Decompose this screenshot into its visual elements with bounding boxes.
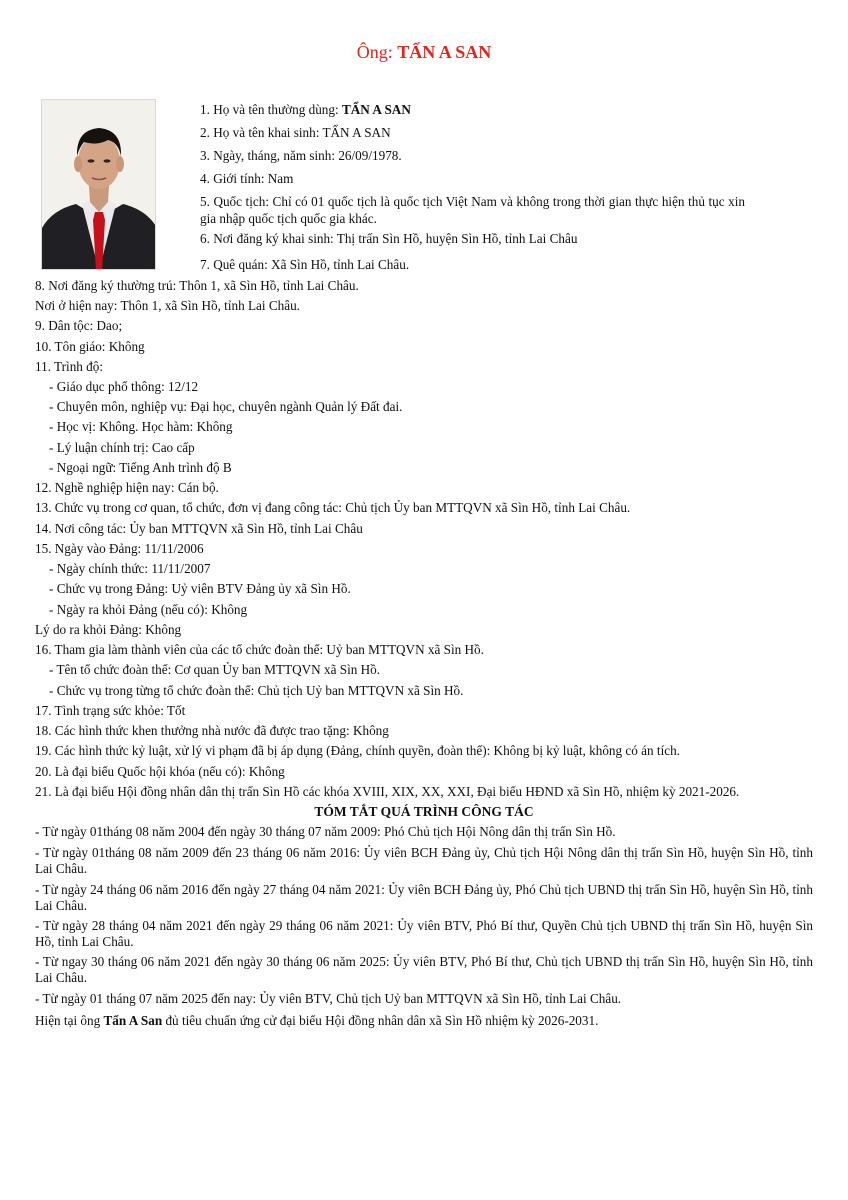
section-heading: TÓM TẮT QUÁ TRÌNH CÔNG TÁC	[314, 804, 534, 819]
body-line: 9. Dân tộc: Dao;	[35, 318, 123, 333]
body-line: 15. Ngày vào Đảng: 11/11/2006	[35, 541, 204, 556]
body-line: 16. Tham gia làm thành viên của các tổ chức đoàn thể: Uỷ ban MTTQVN xã Sìn Hồ.	[35, 642, 484, 657]
career-item: - Từ ngày 01 tháng 07 năm 2025 đến nay: Ủy viên BTV, Chủ tịch Uỷ ban MTTQVN xã Sìn Hồ, tỉnh Lai Châu.	[35, 991, 622, 1006]
info-label: 1. Họ và tên thường dùng:	[200, 102, 342, 117]
info-item-7: 7. Quê quán: Xã Sìn Hồ, tỉnh Lai Châu.	[200, 257, 410, 272]
body-line: 19. Các hình thức kỷ luật, xử lý vi phạm đã bị áp dụng (Đảng, chính quyền, đoàn thể): Không bị kỷ luật, không có án tích.	[35, 743, 680, 758]
body-line: - Lý luận chính trị: Cao cấp	[49, 440, 195, 455]
closing-text: Hiện tại ông	[35, 1013, 104, 1028]
closing-text: đủ tiêu chuẩn ứng cử đại biểu Hội đồng nhân dân xã Sìn Hồ nhiệm kỳ 2026-2031.	[162, 1013, 599, 1028]
body-line: 21. Là đại biểu Hội đồng nhân dân thị trấn Sìn Hồ các khóa XVIII, XIX, XX, XXI, Đại biểu HĐND xã Sìn Hồ, nhiệm kỳ 2021-2026.	[35, 784, 740, 799]
career-item: - Từ ngày 01tháng 08 năm 2004 đến ngày 30 tháng 07 năm 2009: Phó Chủ tịch Hội Nông dân thị trấn Sìn Hồ.	[35, 824, 616, 839]
body-line: - Ngoại ngữ: Tiếng Anh trình độ B	[49, 460, 232, 475]
body-line: Lý do ra khỏi Đảng: Không	[35, 622, 182, 637]
career-item: - Từ ngay 30 tháng 06 năm 2021 đến ngày 30 tháng 06 năm 2025: Ủy viên BTV, Phó Bí thư, Chủ tịch UBND thị trấn Sìn Hồ, huyện Sìn Hồ, tỉnh Lai Châu.	[35, 954, 813, 985]
body-line: - Học vị: Không. Học hàm: Không	[49, 419, 233, 434]
info-item-5: 5. Quốc tịch: Chỉ có 01 quốc tịch là quốc tịch Việt Nam và không trong thời gian thực hiện thủ tục xin gia nhập quốc tịch quốc gia khác.	[200, 194, 745, 226]
title-prefix: Ông:	[356, 42, 398, 62]
closing-statement	[35, 1013, 598, 1029]
body-line: - Ngày chính thức: 11/11/2007	[49, 561, 211, 576]
body-line: Nơi ở hiện nay: Thôn 1, xã Sìn Hồ, tỉnh Lai Châu.	[35, 298, 300, 313]
body-line: 13. Chức vụ trong cơ quan, tổ chức, đơn vị đang công tác: Chủ tịch Ủy ban MTTQVN xã Sìn Hồ, tỉnh Lai Châu.	[35, 500, 631, 515]
info-item-6: 6. Nơi đăng ký khai sinh: Thị trấn Sìn Hồ, huyện Sìn Hồ, tỉnh Lai Châu	[200, 231, 578, 246]
career-item: - Từ ngày 28 tháng 04 năm 2021 đến ngày 29 tháng 06 năm 2021: Ủy viên BTV, Phó Bí thư, Quyền Chủ tịch UBND thị trấn Sìn Hồ, huyện Sìn Hồ, tỉnh Lai Châu.	[35, 918, 813, 949]
body-line: 17. Tình trạng sức khỏe: Tốt	[35, 703, 186, 718]
page-title	[0, 42, 848, 63]
body-line: 10. Tôn giáo: Không	[35, 339, 145, 354]
portrait-photo	[41, 99, 156, 270]
closing-name: Tẩn A San	[103, 1013, 163, 1028]
info-item-2: 2. Họ và tên khai sinh: TẨN A SAN	[200, 125, 391, 140]
body-line: 12. Nghề nghiệp hiện nay: Cán bộ.	[35, 480, 219, 495]
info-value: TẨN A SAN	[341, 102, 411, 117]
body-line: - Tên tổ chức đoàn thể: Cơ quan Ủy ban MTTQVN xã Sìn Hồ.	[49, 662, 381, 677]
body-line: - Ngày ra khỏi Đảng (nếu có): Không	[49, 602, 248, 617]
title-name: TẨN A SAN	[397, 42, 492, 62]
career-item: - Từ ngày 01tháng 08 năm 2009 đến 23 tháng 06 năm 2016: Ủy viên BCH Đảng ủy, Chủ tịch Hội Nông dân thị trấn Sìn Hồ, huyện Sìn Hồ, tỉnh Lai Châu.	[35, 845, 813, 876]
body-line: 14. Nơi công tác: Ủy ban MTTQVN xã Sìn Hồ, tỉnh Lai Châu	[35, 521, 363, 536]
info-item-4: 4. Giới tính: Nam	[200, 171, 294, 186]
body-line: 20. Là đại biểu Quốc hội khóa (nếu có): Không	[35, 764, 285, 779]
info-item-1	[200, 102, 411, 118]
body-line: 11. Trình độ:	[35, 359, 104, 374]
body-line: - Giáo dục phổ thông: 12/12	[49, 379, 199, 394]
body-line: - Chức vụ trong từng tổ chức đoàn thể: Chủ tịch Uỷ ban MTTQVN xã Sìn Hồ.	[49, 683, 464, 698]
body-line: 8. Nơi đăng ký thường trú: Thôn 1, xã Sìn Hồ, tỉnh Lai Châu.	[35, 278, 359, 293]
career-item: - Từ ngày 24 tháng 06 năm 2016 đến ngày 27 tháng 04 năm 2021: Ủy viên BCH Đảng ủy, Phó Chủ tịch UBND thị trấn Sìn Hồ, huyện Sìn Hồ, tỉnh Lai Châu.	[35, 882, 813, 913]
body-line: 18. Các hình thức khen thưởng nhà nước đã được trao tặng: Không	[35, 723, 389, 738]
body-line: - Chuyên môn, nghiệp vụ: Đại học, chuyên ngành Quản lý Đất đai.	[49, 399, 403, 414]
info-item-3: 3. Ngày, tháng, năm sinh: 26/09/1978.	[200, 148, 402, 163]
body-line: - Chức vụ trong Đảng: Uỷ viên BTV Đảng ủy xã Sìn Hồ.	[49, 581, 351, 596]
